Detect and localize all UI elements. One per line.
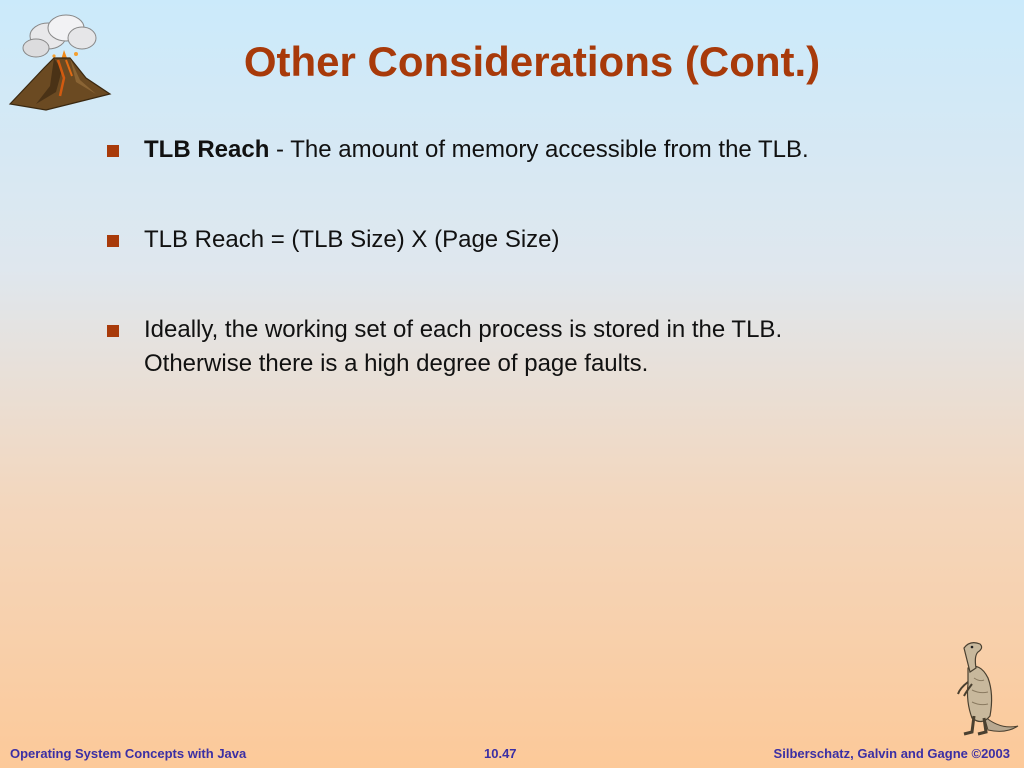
bullet-list <box>104 133 964 437</box>
bullet-item-tlb-formula <box>104 223 964 257</box>
footer-copyright: Silberschatz, Galvin and Gagne ©2003 <box>773 746 1010 761</box>
footer-course-title: Operating System Concepts with Java <box>10 746 247 761</box>
bullet-item-working-set <box>104 313 964 381</box>
dinosaur-icon <box>950 638 1020 738</box>
bullet-text: Ideally, the working set of each process is stored in the TLB. <box>144 316 783 343</box>
square-bullet-icon <box>107 145 119 157</box>
bullet-item-tlb-reach <box>104 133 964 167</box>
square-bullet-icon <box>107 235 119 247</box>
bullet-text: TLB Reach = (TLB Size) X (Page Size) <box>144 226 560 253</box>
square-bullet-icon <box>107 325 119 337</box>
slide-title: Other Considerations (Cont.) <box>243 38 821 85</box>
bullet-text: - The amount of memory accessible from the TLB. <box>269 136 809 163</box>
footer-slide-number: 10.47 <box>484 746 517 761</box>
bullet-text-continued: Otherwise there is a high degree of page faults. <box>144 350 649 377</box>
bullet-bold-term: TLB Reach <box>144 136 270 163</box>
